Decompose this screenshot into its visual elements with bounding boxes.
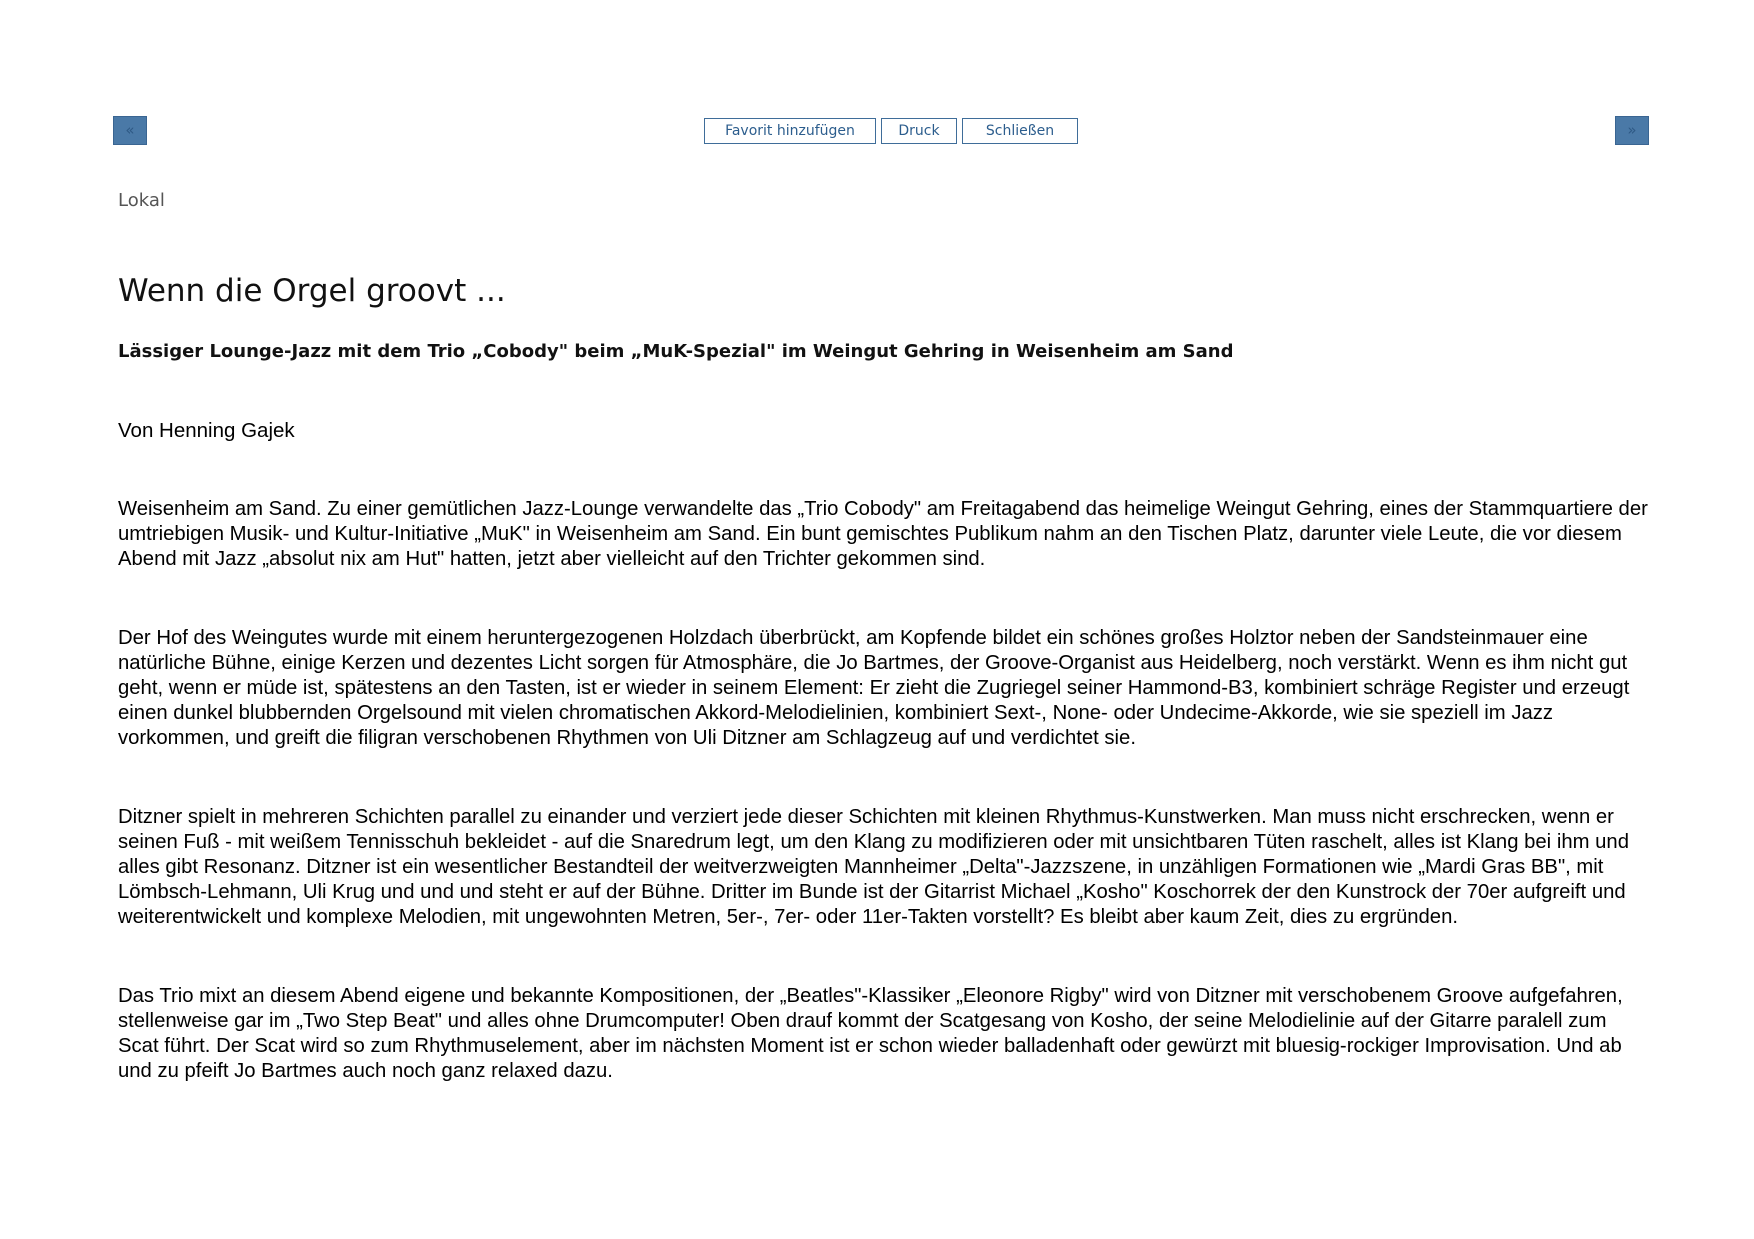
add-favorite-button[interactable]: Favorit hinzufügen xyxy=(704,118,876,144)
print-button[interactable]: Druck xyxy=(881,118,957,144)
article-paragraph: Das Trio mixt an diesem Abend eigene und bekannte Kompositionen, der „Beatles"-Klassiker „Eleonore Rigby" wird von Ditzner mit verschobenem Groove aufgefahren, stellenweise gar im „Two Step Beat" und alles ohne Drumcomputer! Oben drauf kommt der Scatgesang von Kosho, der seine Melodielinie auf der Gitarre paralell zum Scat führt. Der Scat wird so zum Rhythmuselement, aber im nächsten Moment ist er schon wieder balladenhaft oder gewürzt mit bluesig-rockiger Improvisation. Und ab und zu pfeift Jo Bartmes auch noch ganz relaxed dazu. xyxy=(118,985,1623,1082)
article-paragraph: Weisenheim am Sand. Zu einer gemütlichen Jazz-Lounge verwandelte das „Trio Cobody" am Freitagabend das heimelige Weingut Gehring, eines der Stammquartiere der umtriebigen Musik- und Kultur-Initiative „MuK" in Weisenheim am Sand. Ein bunt gemischtes Publikum nahm an den Tischen Platz, darunter viele Leute, die vor diesem Abend mit Jazz „absolut nix am Hut" hatten, jetzt aber vielleicht auf den Trichter gekommen sind. xyxy=(118,498,1648,570)
close-button[interactable]: Schließen xyxy=(962,118,1078,144)
article-category: Lokal xyxy=(118,190,165,211)
chevron-double-right-icon: » xyxy=(1627,121,1637,139)
article-author: Von Henning Gajek xyxy=(118,419,295,442)
article-paragraph: Der Hof des Weingutes wurde mit einem heruntergezogenen Holzdach überbrückt, am Kopfende bildet ein schönes großes Holztor neben der Sandsteinmauer eine natürliche Bühne, einige Kerzen und dezentes Licht sorgen für Atmosphäre, die Jo Bartmes, der Groove-Organist aus Heidelberg, noch verstärkt. Wenn es ihm nicht gut geht, wenn er müde ist, spätestens an den Tasten, ist er wieder in seinem Element: Er zieht die Zugriegel seiner Hammond-B3, kombiniert schräge Register und erzeugt einen dunkel blubbernden Orgelsound mit vielen chromatischen Akkord-Melodielinien, kombiniert Sext-, None- oder Undecime-Akkorde, wie sie speziell im Jazz vorkommen, und greift die filigran verschobenen Rhythmen von Uli Ditzner am Schlagzeug auf und verdichtet sie. xyxy=(118,627,1630,749)
chevron-double-left-icon: « xyxy=(125,121,135,139)
article-body xyxy=(118,497,1648,1138)
article-paragraph: Ditzner spielt in mehreren Schichten parallel zu einander und verziert jede dieser Schichten mit kleinen Rhythmus-Kunstwerken. Man muss nicht erschrecken, wenn er seinen Fuß - mit weißem Tennisschuh bekleidet - auf die Snaredrum legt, um den Klang zu modifizieren oder mit unsichtbaren Tüten raschelt, alles ist Klang bei ihm und alles gibt Resonanz. Ditzner ist ein wesentlicher Bestandteil der weitverzweigten Mannheimer „Delta"-Jazzszene, in unzähligen Formationen wie „Mardi Gras BB", mit Lömbsch-Lehmann, Uli Krug und und und steht er auf der Bühne. Dritter im Bunde ist der Gitarrist Michael „Kosho" Koschorrek der den Kunstrock der 70er aufgreift und weiterentwickelt und komplexe Melodien, mit ungewohnten Metren, 5er-, 7er- oder 11er-Takten vorstellt? Es bleibt aber kaum Zeit, dies zu ergründen. xyxy=(118,806,1629,928)
article-toolbar xyxy=(704,118,1078,144)
next-article-button[interactable] xyxy=(1615,116,1649,145)
previous-article-button[interactable] xyxy=(113,116,147,145)
article-subheadline: Lässiger Lounge-Jazz mit dem Trio „Cobody" beim „MuK-Spezial" im Weingut Gehring in Weisenheim am Sand xyxy=(118,341,1234,362)
article-headline: Wenn die Orgel groovt ... xyxy=(118,273,506,309)
